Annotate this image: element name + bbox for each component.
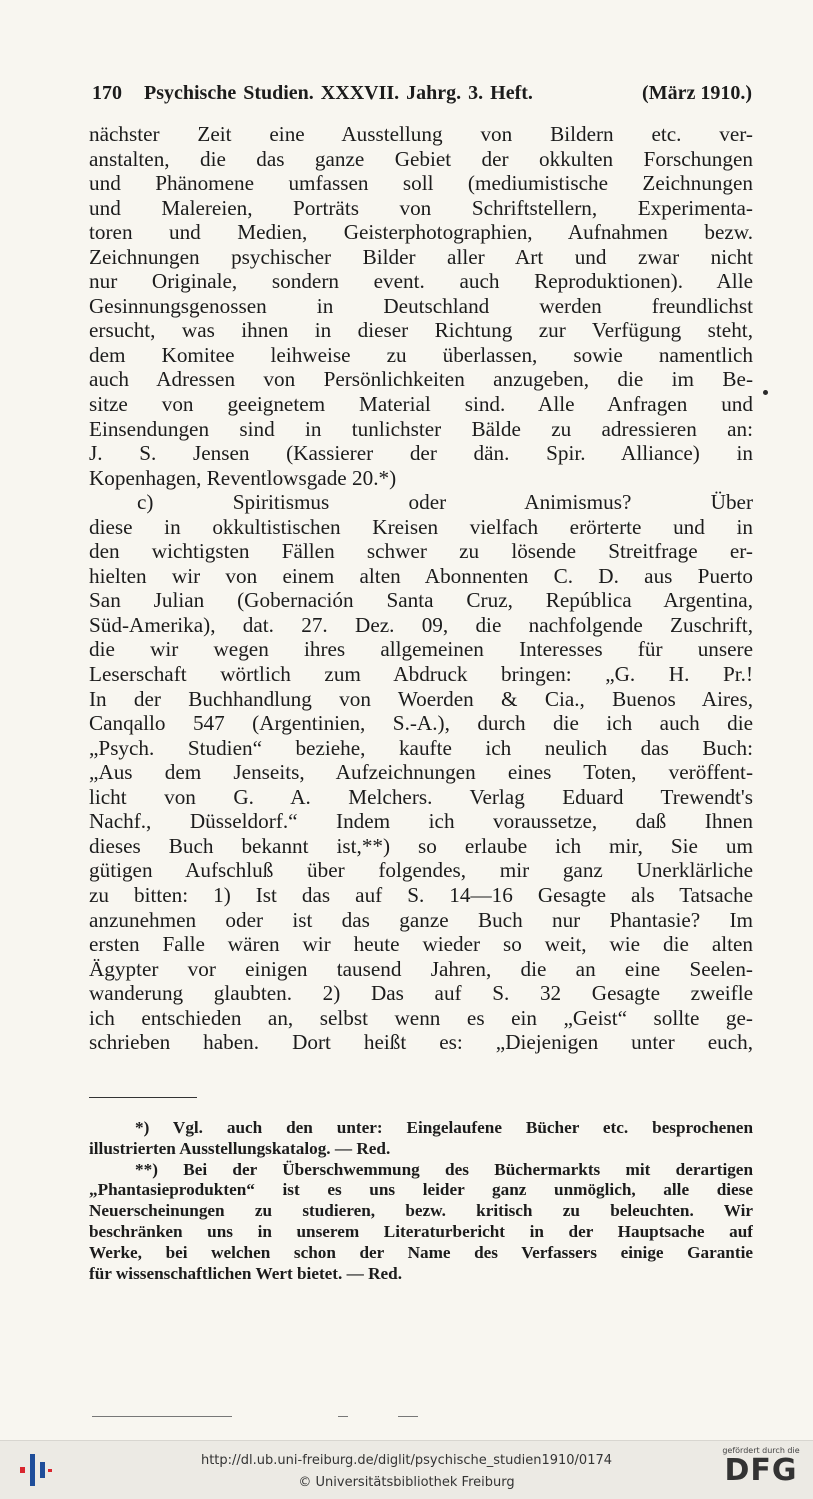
text-line: wanderung glaubten. 2) Das auf S. 32 Gesagte zweifle: [89, 981, 753, 1006]
footnote-line: Neuerscheinungen zu studieren, bezw. kritisch zu beleuchten. Wir: [89, 1201, 753, 1221]
text-line: nächster Zeit eine Ausstellung von Bildern etc. ver-: [89, 122, 753, 146]
text-line: licht von G. A. Melchers. Verlag Eduard Trewendt's: [89, 784, 753, 809]
journal-title: Psychische Studien. XXXVII. Jahrg. 3. Heft.: [144, 82, 533, 104]
scan-artifact-line: [398, 1416, 418, 1417]
text-line: Leserschaft wörtlich zum Abdruck bringen: „G. H. Pr.!: [89, 662, 753, 687]
main-text: [89, 122, 753, 1055]
text-line: nur Originale, sondern event. auch Reproduktionen). Alle: [89, 269, 753, 294]
text-line: anstalten, die das ganze Gebiet der okkulten Forschungen: [89, 146, 753, 171]
text-line: Canqallo 547 (Argentinien, S.-A.), durch die ich auch die: [89, 711, 753, 736]
text-line: Ägypter vor einigen tausend Jahren, die an eine Seelen-: [89, 956, 753, 981]
viewer-footer: [0, 1440, 813, 1499]
text-line: ich entschieden an, selbst wenn es ein „Geist“ sollte ge-: [89, 1005, 753, 1030]
footnote-line: *) Vgl. auch den unter: Eingelaufene Bücher etc. besprochenen: [135, 1118, 753, 1137]
margin-dot: [763, 390, 768, 395]
source-url-link[interactable]: http://dl.ub.uni-freiburg.de/diglit/psychische_studien1910/0174: [200, 1453, 613, 1468]
text-line: dem Komitee leihweise zu überlassen, sowie namentlich: [89, 342, 753, 367]
text-line: Gesinnungsgenossen in Deutschland werden freundlichst: [89, 293, 753, 318]
text-line: dieses Buch bekannt ist,**) so erlaube ich mir, Sie um: [89, 833, 753, 858]
issue-date: (März 1910.): [642, 82, 752, 104]
text-line: die wir wegen ihres allgemeinen Interesses für unsere: [89, 637, 753, 662]
text-line: J. S. Jensen (Kassierer der dän. Spir. Alliance) in: [89, 441, 753, 466]
scan-artifact-line: [338, 1416, 348, 1417]
text-line: den wichtigsten Fällen schwer zu lösende Streitfrage er-: [89, 539, 753, 564]
text-line: zu bitten: 1) Ist das auf S. 14—16 Gesagte als Tatsache: [89, 882, 753, 907]
running-header: [92, 82, 752, 114]
text-line: Süd-Amerika), dat. 27. Dez. 09, die nachfolgende Zuschrift,: [89, 612, 753, 637]
text-line: Zeichnungen psychischer Bilder aller Art und zwar nicht: [89, 244, 753, 269]
footnote-line: „Phantasieprodukten“ ist es uns leider ganz unmöglich, alle diese: [89, 1180, 753, 1200]
text-line: San Julian (Gobernación Santa Cruz, República Argentina,: [89, 588, 753, 613]
footnote-line: illustrierten Ausstellungskatalog. — Red.: [89, 1138, 391, 1158]
scan-artifact-line: [92, 1416, 232, 1417]
section-heading-line: c) Spiritismus oder Animismus? Über: [137, 490, 753, 515]
footnote-line: Werke, bei welchen schon der Name des Verfassers einige Garantie: [89, 1242, 753, 1262]
text-line: und Malereien, Porträts von Schriftstellern, Experimenta-: [89, 195, 753, 220]
text-line: In der Buchhandlung von Woerden & Cia., Buenos Aires,: [89, 686, 753, 711]
dfg-logo: [716, 1446, 806, 1494]
footnote-line: **) Bei der Überschwemmung des Büchermarkts mit derartigen: [135, 1159, 753, 1179]
text-line: hielten wir von einem alten Abonnenten C. D. aus Puerto: [89, 563, 753, 588]
copyright-text: © Universitätsbibliothek Freiburg: [298, 1475, 515, 1490]
text-line: ersten Falle wären wir heute wieder so weit, wie die alten: [89, 932, 753, 957]
text-line: diese in okkultistischen Kreisen vielfach erörterte und in: [89, 514, 753, 539]
page-number: 170: [92, 82, 122, 104]
text-line: schrieben haben. Dort heißt es: „Diejenigen unter euch,: [89, 1030, 753, 1055]
text-line: „Psych. Studien“ beziehe, kaufte ich neulich das Buch:: [89, 735, 753, 760]
dfg-logo-text: DFG: [724, 1453, 798, 1488]
text-line: auch Adressen von Persönlichkeiten anzugeben, die im Be-: [89, 367, 753, 392]
footnotes: [89, 1118, 753, 1284]
text-line: Nachf., Düsseldorf.“ Indem ich voraussetze, daß Ihnen: [89, 809, 753, 834]
footnote-rule: [89, 1097, 197, 1098]
text-line: Kopenhagen, Reventlowsgade 20.*): [89, 465, 397, 490]
text-line: toren und Medien, Geisterphotographien, Aufnahmen bezw.: [89, 220, 753, 245]
footnote-line: für wissenschaftlichen Wert bietet. — Red.: [89, 1263, 403, 1283]
text-line: gütigen Aufschluß über folgendes, mir ganz Unerklärliche: [89, 858, 753, 883]
text-line: Einsendungen sind in tunlichster Bälde zu adressieren an:: [89, 416, 753, 441]
text-line: sitze von geeignetem Material sind. Alle Anfragen und: [89, 392, 753, 417]
footnote-line: beschränken uns in unserem Literaturbericht in der Hauptsache auf: [89, 1221, 753, 1241]
text-line: ersucht, was ihnen in dieser Richtung zur Verfügung steht,: [89, 318, 753, 343]
dfg-caption: gefördert durch die: [722, 1446, 800, 1455]
text-line: „Aus dem Jenseits, Aufzeichnungen eines Toten, veröffent-: [89, 760, 753, 785]
text-line: und Phänomene umfassen soll (mediumistische Zeichnungen: [89, 171, 753, 196]
text-line: anzunehmen oder ist das ganze Buch nur Phantasie? Im: [89, 907, 753, 932]
